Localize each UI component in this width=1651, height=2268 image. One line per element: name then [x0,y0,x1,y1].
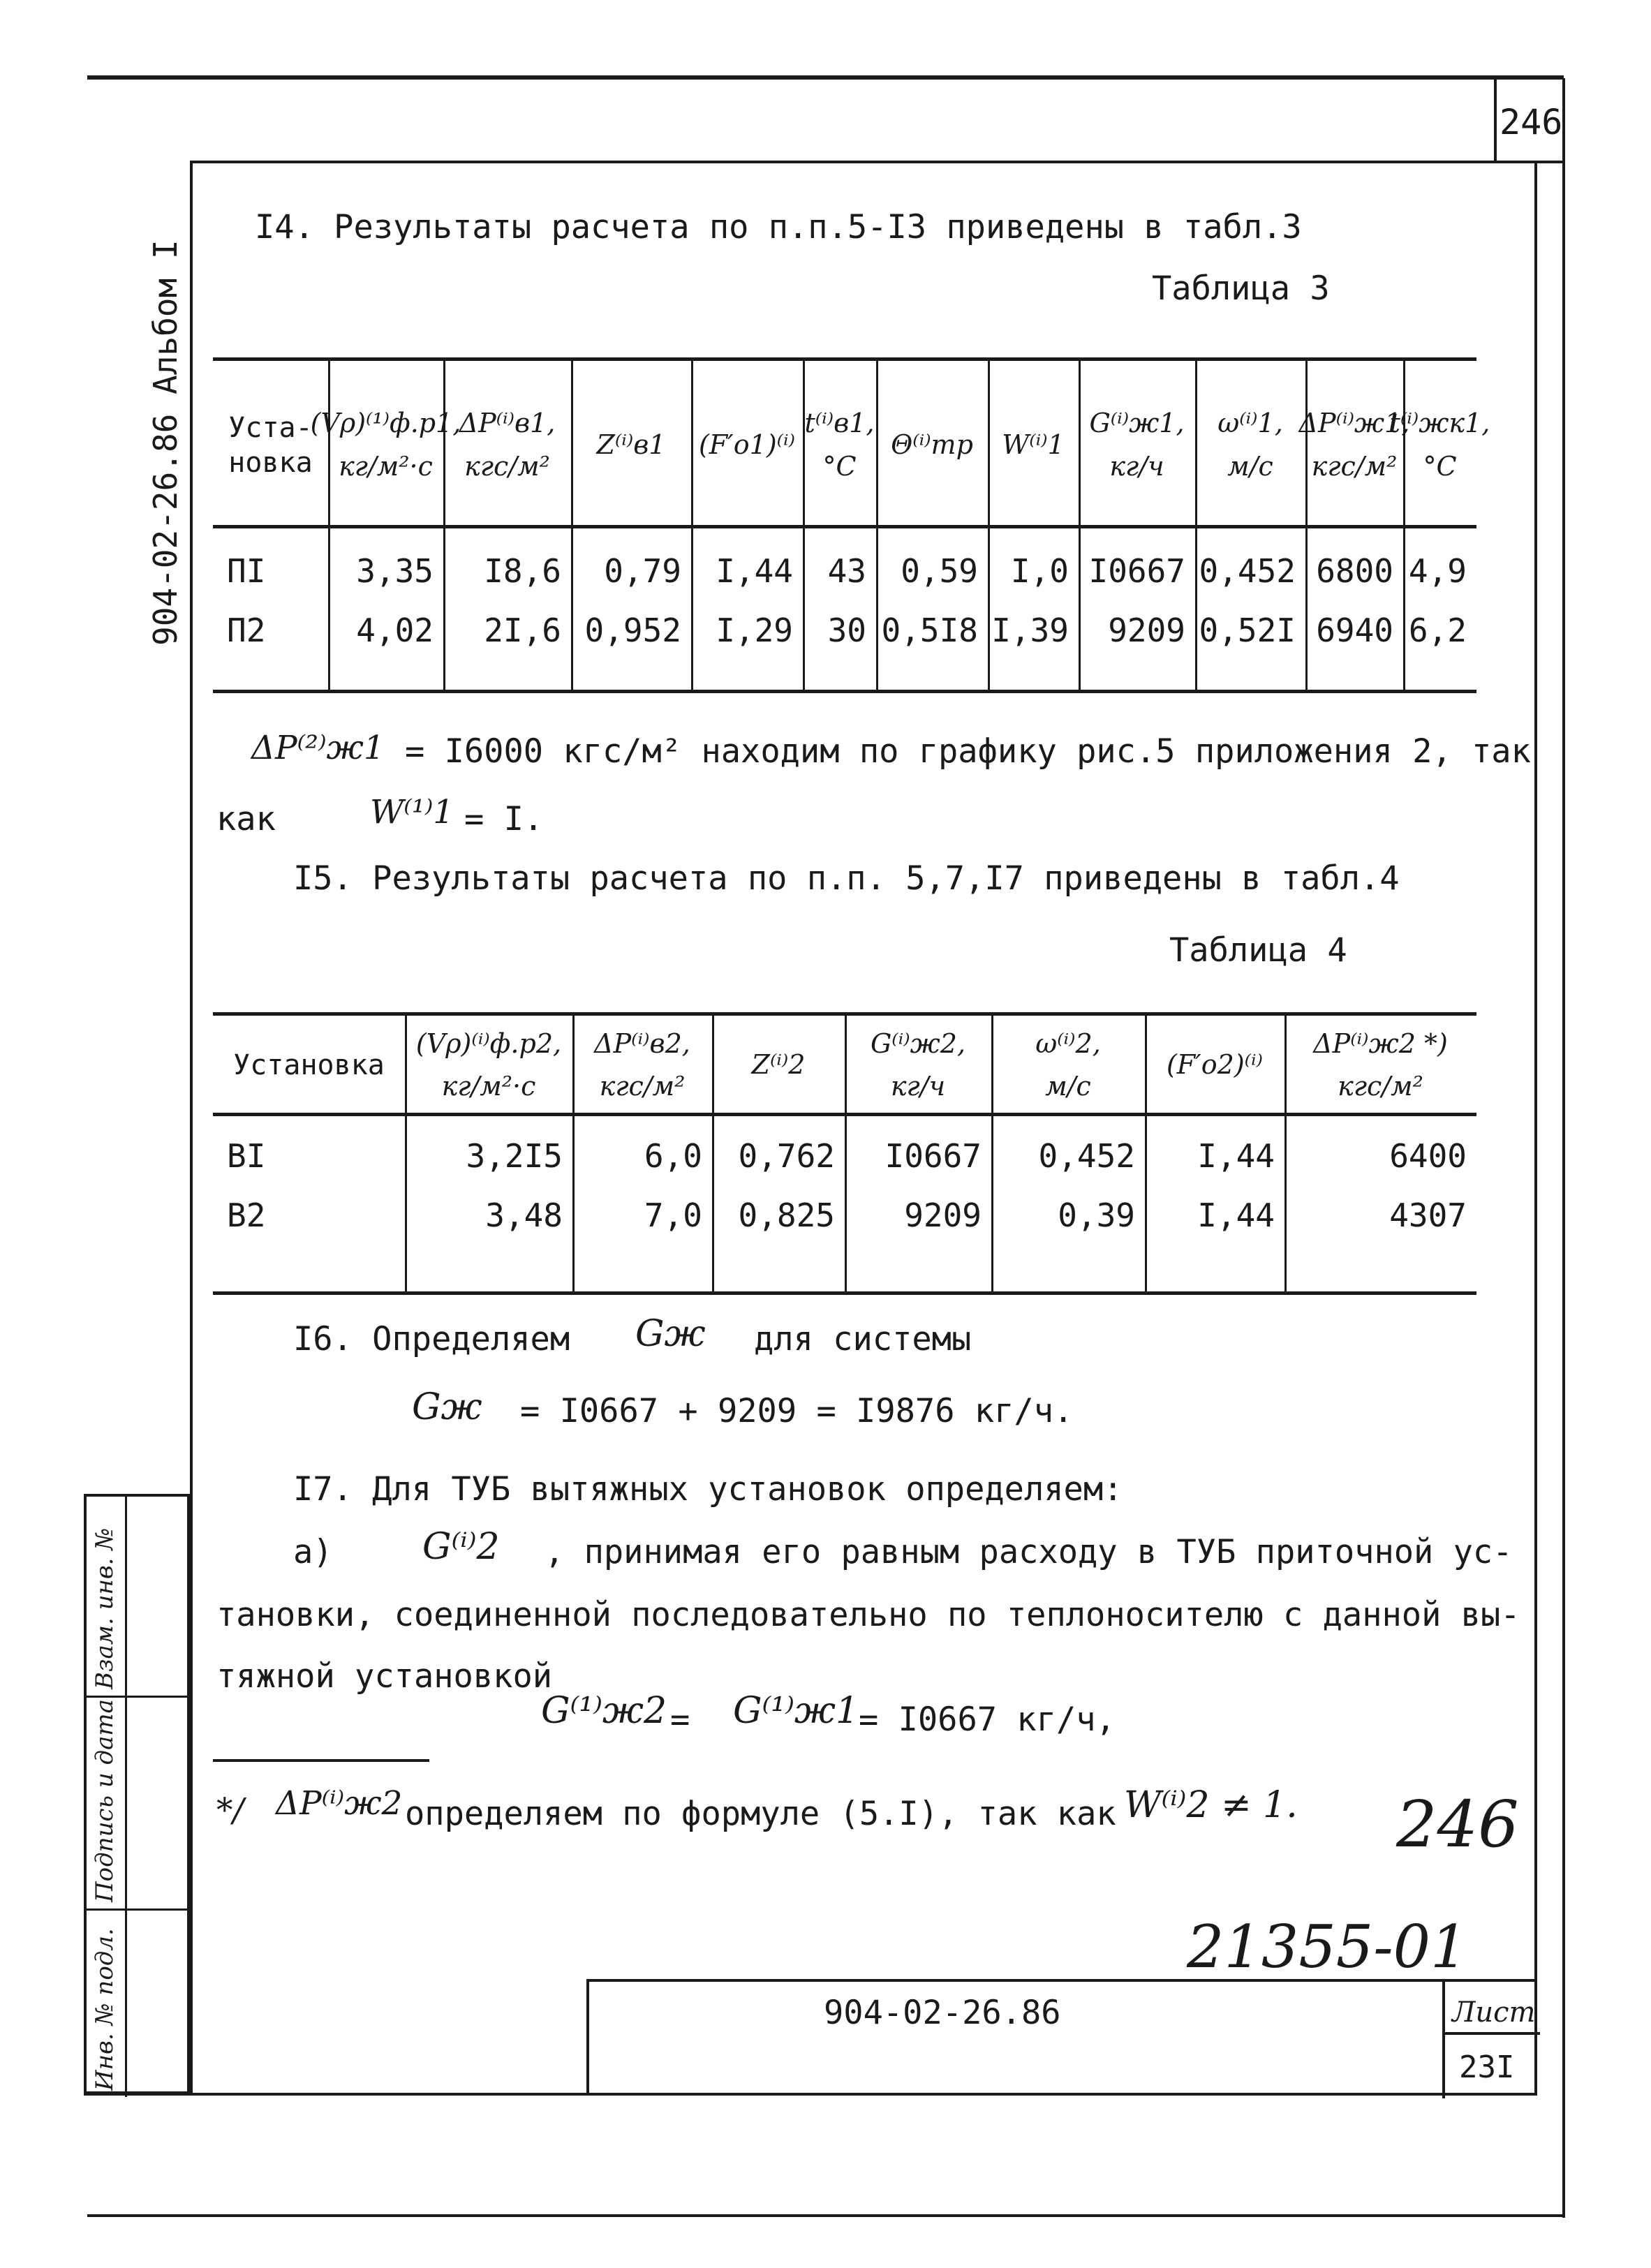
t4-header-unit: кг/м²·с [441,1071,536,1102]
t3-cell: I0667 [1088,552,1185,590]
t4-cell: 6,0 [644,1137,702,1175]
t4-cell: 0,452 [1038,1137,1135,1175]
t4-header-unit: кг/ч [890,1071,946,1102]
t4-cell: 3,48 [485,1196,563,1234]
titleblock-code: 904-02-26.86 [824,1994,1061,2032]
inner-frame-left [190,162,193,2096]
t4-cell: 0,825 [738,1196,835,1234]
note-dp-symbol: ΔP⁽²⁾ж1 [251,729,385,767]
t3-cell: 6940 [1316,612,1393,649]
formula-lhs: G⁽¹⁾ж2 [541,1690,667,1732]
t3-cell: П2 [227,612,266,649]
stamp-label-podpis: Подпись и дата [91,1699,119,1902]
note-dp-line2-suffix: = I. [464,800,544,838]
t3-cell: I,44 [716,552,793,590]
handwritten-page-number: 246 [1396,1787,1519,1862]
footnote-condition: W⁽ⁱ⁾2 ≠ 1. [1124,1784,1298,1826]
section-14-text: I4. Результаты расчета по п.п.5-I3 приведены в табл.3 [255,208,1302,246]
t3-header-symbol: W⁽ⁱ⁾1 [1002,429,1065,460]
t3-cell: 0,59 [901,552,978,590]
t3-header-cell [991,366,1076,524]
t3-cell: I8,6 [484,552,561,590]
t3-cell: 43 [827,552,866,590]
t3-cell: 9209 [1108,612,1185,649]
t3-header-unit: кг/ч [1109,450,1164,482]
t3-header-symbol: ΔP⁽ⁱ⁾в1, [459,408,556,438]
section-16-formula: = I0667 + 9209 = I9876 кг/ч. [520,1392,1074,1430]
corner-page-number: 246 [1500,102,1563,142]
stamp-label-zam: Взам. инв. № [91,1527,119,1689]
formula-mid: G⁽¹⁾ж1 [733,1690,859,1732]
stamp-label-inv: Инв. № подл. [91,1928,119,2091]
t3-header-unit: м/с [1227,450,1273,482]
footnote-rule [213,1759,429,1762]
t4-cell: I,44 [1197,1137,1275,1175]
t3-header-unit: кгс/м² [464,450,550,482]
table3-bottom-rule [213,690,1476,693]
formula-rhs: = I0667 кг/ч, [859,1700,1116,1739]
inner-frame-top [190,161,1536,163]
t3-header-cell [806,366,873,524]
section-16-symbol: Gж [635,1313,706,1355]
note-dp-line2-prefix: как [216,800,276,838]
table4-caption: Таблица 4 [1169,931,1347,970]
t4-header-cell [216,1019,402,1111]
formula-eq: = [670,1700,690,1739]
footnote-symbol: ΔP⁽ⁱ⁾ж2 [276,1784,403,1823]
t3-header-symbol: t⁽ⁱ⁾жк1, [1389,408,1490,438]
section-16-formula-symbol: Gж [412,1386,482,1428]
t3-header-unit: кг/м²·с [339,450,433,482]
t3-cell: 0,952 [584,612,681,649]
section-17-line3: тяжной установкой [216,1657,553,1696]
t3-header-symbol: (Vρ)⁽¹⁾ф.р1, [310,408,461,438]
t3-header-cell [216,366,325,524]
t4-cell: I,44 [1197,1196,1275,1234]
section-16-text-b: для системы [754,1320,972,1358]
item-a-label: а) [293,1533,333,1571]
t4-cell: B2 [227,1196,266,1234]
t3-header-cell [1198,366,1303,524]
handwritten-archive-number: 21355-01 [1187,1913,1468,1981]
t3-cell: ПI [227,552,266,590]
table3-header-rule [213,525,1476,528]
t3-cell: 6800 [1316,552,1393,590]
note-dp-text: = I6000 кгс/м² находим по графику рис.5 приложения 2, так [405,732,1531,771]
t4-cell: BI [227,1137,266,1175]
t3-cell: 3,35 [356,552,434,590]
t3-cell: I,39 [991,612,1069,649]
side-caption: 904-02-26.86 Альбом I [147,239,184,646]
t3-header-cell [1389,366,1490,524]
t3-header-symbol: (F′о1)⁽ⁱ⁾ [698,429,795,460]
t4-header-cell [408,1019,570,1111]
inner-frame-right [1534,162,1537,2096]
t4-cell: 6400 [1389,1137,1467,1175]
titleblock-sheet-label: Лист [1452,1996,1536,2029]
t3-header-unit: кгс/м² [1311,450,1398,482]
t4-cell: 3,2I5 [466,1137,563,1175]
section-15-text: I5. Результаты расчета по п.п. 5,7,I7 приведены в табл.4 [293,859,1400,898]
t4-header-symbol: Установка [233,1049,385,1081]
t4-header-symbol: ΔP⁽ⁱ⁾в2, [594,1028,690,1059]
t3-header-cell [694,366,800,524]
t3-header-symbol: G⁽ⁱ⁾ж1, [1089,408,1185,438]
titleblock-sheet-number: 23I [1459,2050,1515,2085]
t3-cell: I,29 [716,612,793,649]
t4-cell: I0667 [884,1137,982,1175]
note-dp-line2-symbol: W⁽¹⁾1 [370,793,454,831]
t3-header-cell [1298,366,1410,524]
t3-header-cell [310,366,461,524]
t4-cell: 9209 [904,1196,982,1234]
title-block [586,1979,1537,2096]
t3-header-symbol: ω⁽ⁱ⁾1, [1217,408,1283,438]
t4-header-cell [1148,1019,1282,1111]
section-17-text: I7. Для ТУБ вытяжных установок определяем: [293,1470,1123,1509]
table3-top-rule [213,357,1476,361]
t3-header-symbol: Уста- новка [228,411,313,479]
t4-header-cell [847,1019,989,1111]
table3-caption: Таблица 3 [1152,269,1330,308]
t4-header-unit: кгс/м² [1338,1071,1423,1102]
t3-header-cell [879,366,985,524]
t4-cell: 0,39 [1058,1196,1135,1234]
t3-cell: 4,02 [356,612,434,649]
t4-header-cell [575,1019,709,1111]
page-number-box-left [1494,78,1497,162]
t3-cell: 0,79 [604,552,681,590]
stamp-divider [87,1696,193,1698]
t3-header-cell [446,366,568,524]
t3-header-cell [574,366,688,524]
titleblock-divider [1442,1982,1445,2098]
t4-cell: 0,762 [738,1137,835,1175]
t4-header-symbol: (F′о2)⁽ⁱ⁾ [1166,1049,1263,1081]
t3-header-cell [1081,366,1192,524]
t3-cell: 4,9 [1408,552,1467,590]
section-16-text-a: I6. Определяем [293,1320,570,1358]
titleblock-divider [1442,2032,1540,2035]
t4-header-symbol: Z⁽ⁱ⁾2 [751,1049,806,1081]
top-border-line [87,75,1564,80]
section-17-line2: тановки, соединенной последовательно по теплоносителю с данной вы- [216,1596,1520,1634]
stamp-divider [87,1908,193,1911]
bottom-border-line [87,2214,1565,2217]
t4-header-cell [715,1019,842,1111]
t4-cell: 4307 [1389,1196,1467,1234]
t3-header-symbol: t⁽ⁱ⁾в1, [804,408,875,438]
t3-cell: 6,2 [1408,612,1467,649]
t3-header-symbol: ΔP⁽ⁱ⁾ж1, [1298,408,1410,438]
t4-header-symbol: ω⁽ⁱ⁾2, [1035,1028,1101,1059]
footnote-mark: */ [216,1791,244,1830]
t3-header-unit: °C [1423,450,1457,482]
t4-header-symbol: ΔP⁽ⁱ⁾ж2 *) [1313,1028,1448,1059]
t3-cell: 0,5I8 [881,612,978,649]
right-border-line [1562,78,1565,2218]
item-a-symbol: G⁽ⁱ⁾2 [422,1526,500,1568]
footnote-text: определяем по формуле (5.I), так как [405,1795,1116,1833]
t3-cell: 30 [827,612,866,649]
t4-header-cell [1287,1019,1474,1111]
t4-header-symbol: G⁽ⁱ⁾ж2, [870,1028,966,1059]
t4-header-unit: кгс/м² [599,1071,686,1102]
t3-header-symbol: Θ⁽ⁱ⁾тр [891,429,973,460]
t4-header-symbol: (Vρ)⁽ⁱ⁾ф.р2, [415,1028,562,1059]
t4-header-cell [994,1019,1142,1111]
t3-cell: I,0 [1010,552,1069,590]
t4-header-unit: м/с [1045,1071,1091,1102]
stamp-divider [125,1497,127,2097]
t4-cell: 7,0 [644,1196,702,1234]
t3-cell: 2I,6 [484,612,561,649]
t3-header-symbol: Z⁽ⁱ⁾в1 [596,429,666,460]
item-a-text: , принимая его равным расходу в ТУБ приточной ус- [545,1533,1513,1571]
t3-cell: 0,452 [1199,552,1296,590]
t3-header-unit: °C [822,450,857,482]
t3-cell: 0,52I [1199,612,1296,649]
